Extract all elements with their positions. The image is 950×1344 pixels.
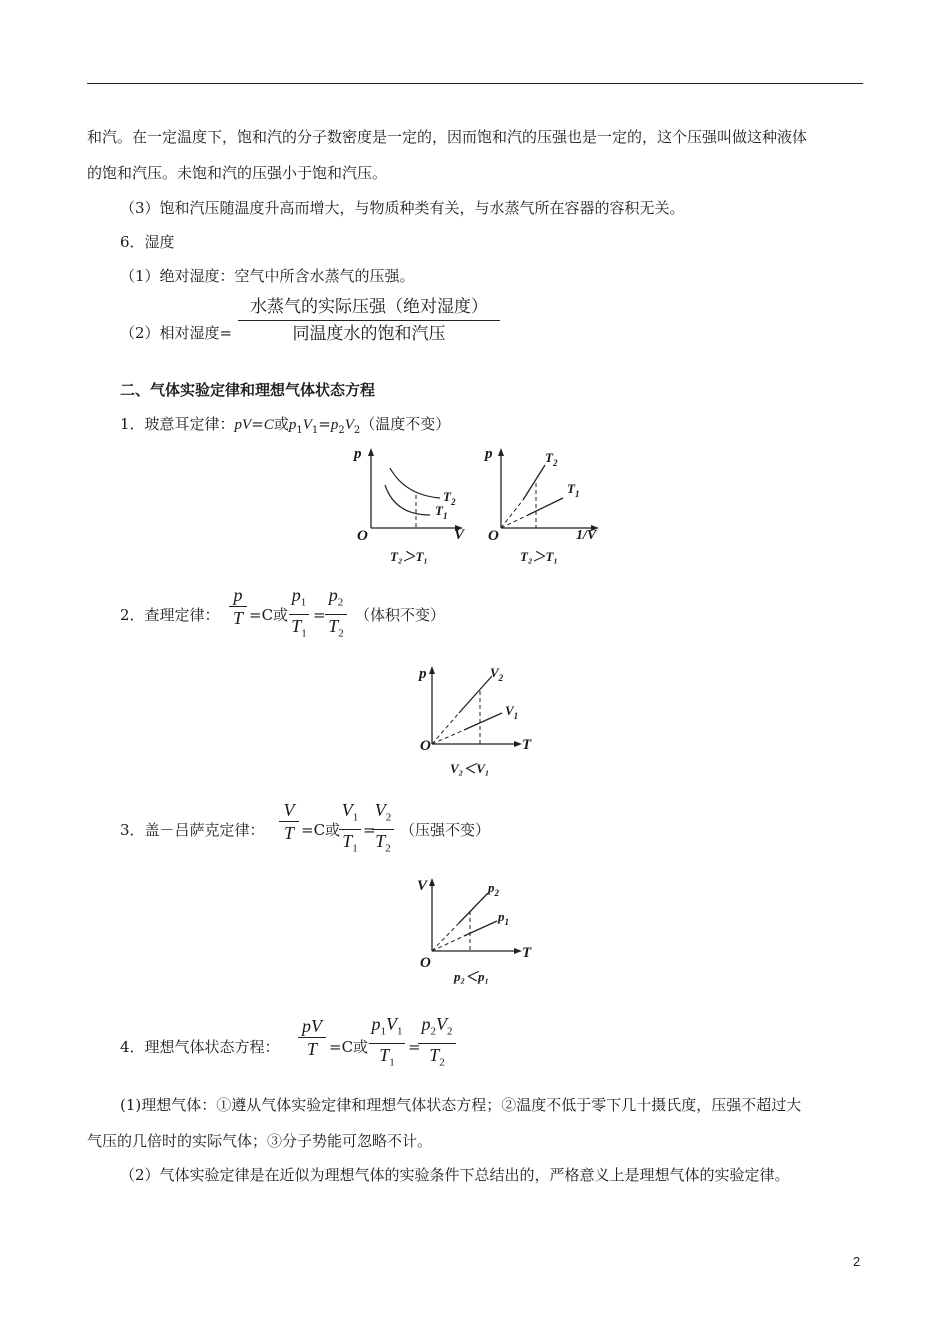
- sub: 1: [380, 1025, 386, 1038]
- num: p: [233, 585, 243, 605]
- y-label: p: [354, 446, 362, 462]
- t: T: [435, 503, 443, 518]
- n: V: [386, 1014, 397, 1034]
- num: [418, 1013, 456, 1043]
- ideal-eqc: =C或: [329, 1038, 369, 1056]
- t: V: [505, 703, 514, 718]
- t1-dashed: [501, 515, 528, 528]
- boyle-v2: V: [344, 417, 354, 433]
- n: p: [291, 585, 301, 605]
- sub: 1: [504, 917, 509, 927]
- d: T: [328, 615, 339, 636]
- den: T: [306, 1039, 317, 1059]
- graph-v-t: [414, 875, 544, 995]
- item-6-heading: 6．湿度: [120, 233, 175, 251]
- num: [325, 584, 347, 614]
- sub: 2: [447, 1025, 453, 1038]
- y-arrow: [368, 448, 374, 456]
- gaylussac-frac1: [339, 799, 361, 859]
- sub: 2: [494, 888, 499, 898]
- ideal-frac1: [369, 1013, 405, 1073]
- sub: 1: [311, 425, 319, 436]
- ideal-label: 4．理想气体状态方程：: [120, 1038, 280, 1056]
- n: V: [374, 800, 386, 820]
- n: V: [341, 800, 353, 820]
- charles-eqc: [249, 605, 288, 625]
- t: p: [498, 909, 505, 924]
- charles-note: （体积不变）: [355, 606, 446, 624]
- y-label: p: [419, 666, 427, 682]
- d: T: [429, 1044, 440, 1065]
- curve-label-t2: [443, 489, 456, 507]
- boyle-p2: p: [330, 417, 339, 433]
- v1-line: [464, 713, 502, 730]
- line-label-p2: [487, 880, 500, 898]
- section-2-heading: 二、气体实验定律和理想气体状态方程: [120, 381, 376, 399]
- sub: 2: [385, 811, 392, 824]
- p2-dashed: [432, 923, 459, 951]
- charles-eq: =: [313, 606, 326, 624]
- d: T: [375, 830, 386, 851]
- item-3: （3）饱和汽压随温度升高而增大，与物质种类有关，与水蒸气所在容器的容积无关。: [120, 199, 685, 217]
- x-label: V: [454, 527, 465, 543]
- y-arrow: [429, 878, 435, 886]
- p2-line: [459, 893, 488, 923]
- para1-line1: 和汽。在一定温度下，饱和汽的分子数密度是一定的，因而饱和汽的压强也是一定的，这个压强叫做这种液体: [87, 128, 808, 146]
- boyle-p1: p: [288, 417, 297, 433]
- sub: 1: [442, 511, 448, 521]
- sub: 2: [439, 1056, 445, 1069]
- y-label: p: [485, 446, 493, 462]
- x-label: T: [522, 737, 532, 753]
- boyle-v1: V: [302, 417, 312, 433]
- boyle-label: 1．玻意耳定律：: [120, 415, 235, 433]
- n: p: [421, 1014, 431, 1034]
- sub: 2: [498, 673, 504, 683]
- curve-t1: [385, 485, 430, 515]
- eq-sign: =: [251, 415, 264, 433]
- curve-label-t1: [435, 503, 447, 521]
- t: T: [567, 481, 575, 496]
- n: p: [328, 585, 338, 605]
- x-label: 1/V: [576, 528, 597, 543]
- y-arrow: [498, 448, 504, 456]
- absolute-humidity: （1）绝对湿度：空气中所含水蒸气的压强。: [120, 267, 415, 285]
- sub: 1: [300, 596, 307, 609]
- boyle-pv: pV: [234, 417, 252, 433]
- n: p: [371, 1014, 381, 1034]
- v2-line: [459, 676, 492, 713]
- header-rule: [87, 83, 863, 84]
- sub: 2: [450, 497, 456, 507]
- sub: 1: [352, 842, 358, 855]
- origin-label: O: [420, 955, 431, 971]
- graph-caption: T₂＞T₁: [520, 549, 558, 564]
- curve-t2: [390, 468, 440, 498]
- t: T: [545, 450, 553, 465]
- t2-line: [523, 465, 545, 500]
- graph-caption: p₂＜p₁: [454, 969, 490, 984]
- sub: 2: [353, 425, 361, 436]
- boyle-c: C: [263, 417, 274, 433]
- origin-label: O: [488, 528, 499, 544]
- den: T: [232, 608, 243, 628]
- relative-humidity-fraction: [238, 294, 500, 347]
- x-label: T: [522, 945, 532, 961]
- eqc: =C或: [249, 606, 289, 624]
- eq-sign: =: [318, 415, 331, 433]
- gaylussac-note: （压强不变）: [400, 821, 491, 839]
- sub: 1: [389, 1056, 395, 1069]
- p1-line: [464, 921, 497, 936]
- gaylussac-eqc: =C或: [301, 821, 341, 839]
- ideal-gas-line3: （2）气体实验定律是在近似为理想气体的实验条件下总结出的，严格意义上是理想气体的实验定律。: [120, 1166, 790, 1184]
- line-label-v1: [505, 703, 518, 721]
- num: [372, 799, 394, 829]
- boyle-law: [120, 414, 450, 441]
- den: [339, 830, 361, 860]
- den: T: [283, 823, 294, 843]
- sub: 1: [397, 1025, 403, 1038]
- sub: 1: [301, 627, 307, 640]
- sub: 2: [338, 425, 345, 436]
- rh-denominator: 同温度水的饱和汽压: [292, 324, 446, 344]
- graph-caption: T₂＞T₁: [390, 549, 428, 564]
- sub: 2: [337, 596, 344, 609]
- ideal-eq: =: [408, 1038, 421, 1056]
- charles-frac1: [289, 584, 309, 644]
- graph-p-inv-v: [483, 445, 613, 570]
- line-label-v2: [490, 665, 504, 683]
- x-arrow: [514, 948, 522, 954]
- graph-p-v: [350, 445, 470, 570]
- den: [325, 615, 347, 645]
- gaylussac-frac: [279, 799, 299, 844]
- t: T: [443, 489, 451, 504]
- num: [339, 799, 361, 829]
- gaylussac-label: 3．盖－吕萨克定律：: [120, 821, 265, 839]
- ideal-gas-line1: (1)理想气体：①遵从气体实验定律和理想气体状态方程；②温度不低于零下几十摄氏度，压强不超过大: [120, 1096, 802, 1114]
- sub: 2: [552, 458, 558, 468]
- or-text: 或: [273, 415, 289, 433]
- sub: 2: [430, 1025, 436, 1038]
- x-arrow: [514, 741, 522, 747]
- num: pV: [302, 1016, 322, 1036]
- charles-frac: [229, 584, 247, 629]
- t2-dashed: [501, 500, 523, 528]
- relative-humidity-label: （2）相对湿度=: [120, 324, 233, 342]
- sub: 2: [338, 627, 344, 640]
- d: T: [342, 830, 353, 851]
- d: T: [379, 1044, 390, 1065]
- para1-line2: 的饱和汽压。未饱和汽的压强小于饱和汽压。: [87, 164, 388, 182]
- y-arrow: [429, 666, 435, 674]
- sub: 2: [385, 842, 391, 855]
- t: V: [490, 665, 499, 680]
- boyle-note: （温度不变）: [360, 415, 451, 433]
- charles-frac2: [325, 584, 347, 644]
- sub: 1: [352, 811, 359, 824]
- gaylussac-frac2: [372, 799, 394, 859]
- num: [289, 584, 309, 614]
- page-number: 2: [853, 1254, 861, 1269]
- ideal-gas-line2: 气压的几倍时的实际气体；③分子势能可忽略不计。: [87, 1132, 433, 1150]
- v1-dashed: [432, 730, 464, 744]
- charles-label: 2．查理定律：: [120, 606, 220, 624]
- rh-numerator: 水蒸气的实际压强（绝对湿度）: [250, 297, 488, 317]
- den: [289, 615, 309, 645]
- line-label-t1: [567, 481, 579, 499]
- sub: 1: [296, 425, 303, 436]
- den: [369, 1044, 405, 1074]
- ideal-frac2: [418, 1013, 456, 1073]
- v2-dashed: [432, 713, 459, 744]
- num: [369, 1013, 405, 1043]
- graph-caption: V₂＜V₁: [450, 761, 490, 776]
- num: V: [283, 800, 295, 820]
- y-label: V: [417, 878, 428, 894]
- ideal-frac: [298, 1015, 326, 1060]
- origin-label: O: [420, 738, 431, 754]
- n: V: [436, 1014, 447, 1034]
- graph-p-t: [414, 663, 544, 783]
- sub: 1: [574, 489, 580, 499]
- d: T: [291, 615, 302, 636]
- gaylussac-eq: =: [363, 821, 376, 839]
- t: p: [488, 880, 495, 895]
- sub: 1: [513, 711, 519, 721]
- t1-line: [528, 498, 563, 515]
- p1-dashed: [432, 936, 464, 951]
- origin-label: O: [357, 528, 368, 544]
- den: [418, 1044, 456, 1074]
- line-label-p1: [497, 909, 509, 927]
- den: [372, 830, 394, 860]
- line-label-t2: [545, 450, 558, 468]
